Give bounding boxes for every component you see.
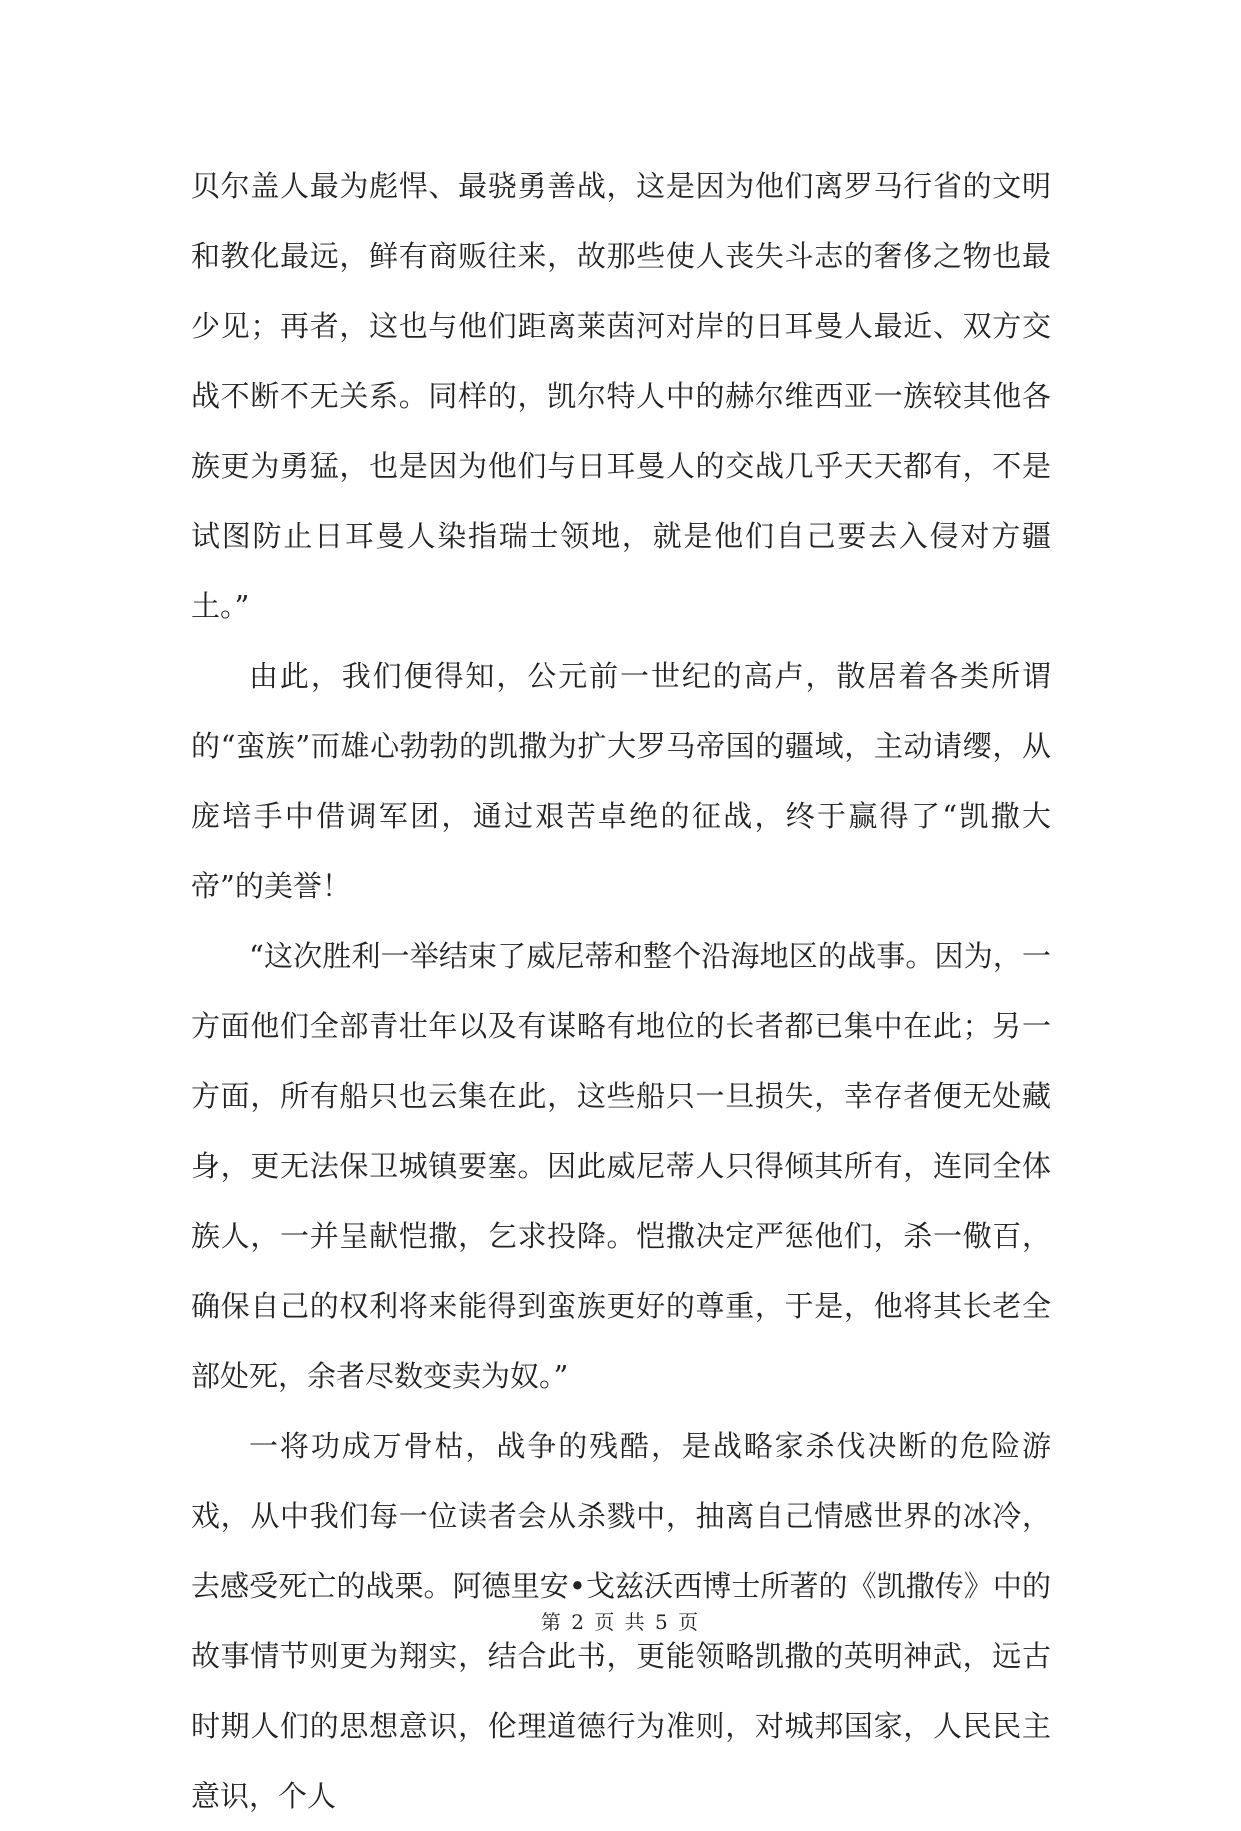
paragraph-4: 一将功成万骨枯，战争的残酷，是战略家杀伐决断的危险游戏，从中我们每一位读者会从杀戮中，抽离自己情感世界的冰冷，去感受死亡的战栗。阿德里安•戈兹沃西博士所著的《凯撒传》中的故事情节则更为翔实，结合此书，更能领略凯撒的英明神武，远古时期人们的思想意识，伦理道德行为准则，对城邦国家，人民民主意识，个人 — [191, 1429, 1051, 1813]
paragraph-3: “这次胜利一举结束了威尼蒂和整个沿海地区的战事。因为，一方面他们全部青壮年以及有谋略有地位的长者都已集中在此；另一方面，所有船只也云集在此，这些船只一旦损失，幸存者便无处藏身，更无法保卫城镇要塞。因此威尼蒂人只得倾其所有，连同全体族人，一并呈献恺撒，乞求投降。恺撒决定严惩他们，杀一儆百，确保自己的权利将来能得到蛮族更好的尊重，于是，他将其长老全部处死，余者尽数变卖为奴。” — [191, 939, 1051, 1393]
paragraph-1: 贝尔盖人最为彪悍、最骁勇善战，这是因为他们离罗马行省的文明和教化最远，鲜有商贩往来，故那些使人丧失斗志的奢侈之物也最少见；再者，这也与他们距离莱茵河对岸的日耳曼人最近、双方交战不断不无关系。同样的，凯尔特人中的赫尔维西亚一族较其他各族更为勇猛，也是因为他们与日耳曼人的交战几乎天天都有，不是试图防止日耳曼人染指瑞士领地，就是他们自己要去入侵对方疆土。” — [191, 169, 1051, 623]
page-footer — [0, 1606, 1241, 1635]
page-body — [191, 151, 1051, 1831]
page-number-label: 第 2 页 共 5 页 — [540, 1610, 701, 1634]
paragraph-2: 由此，我们便得知，公元前一世纪的高卢，散居着各类所谓的“蛮族”而雄心勃勃的凯撒为扩大罗马帝国的疆域，主动请缨，从庞培手中借调军团，通过艰苦卓绝的征战，终于赢得了“凯撒大帝”的美誉！ — [191, 659, 1051, 903]
